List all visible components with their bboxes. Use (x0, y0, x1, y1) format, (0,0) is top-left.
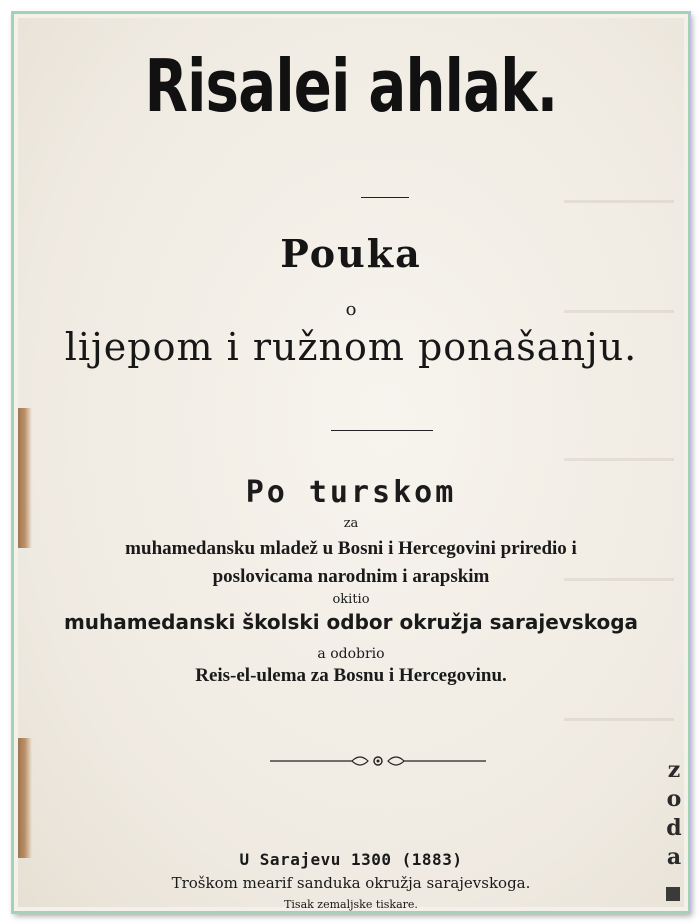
ornament-divider (268, 751, 488, 771)
bleed-through-line (564, 718, 674, 721)
edge-letter: o (666, 786, 682, 812)
place-date: U Sarajevu 1300 (1883) (239, 850, 463, 869)
proverbs-line: poslovicama narodnim i arapskim (212, 566, 490, 587)
bleed-through-line (564, 200, 674, 203)
edge-letter: z (667, 757, 681, 783)
origin-line: Po turskom (245, 475, 457, 510)
approval-line: a odobrio (317, 646, 385, 662)
edge-letter: a (666, 844, 682, 870)
topic-line: lijepom i ružnom ponašanju. (64, 325, 638, 369)
page-frame (12, 12, 690, 913)
okitio-line: okitio (332, 592, 370, 607)
divider-rule (361, 197, 409, 198)
edge-mark (666, 887, 680, 901)
za-line: za (343, 516, 359, 531)
cost-line: Troškom mearif sanduka okružja sarajevskoga. (171, 874, 531, 892)
school-board-line: muhamedanski školski odbor okružja sarajevskoga (63, 610, 639, 634)
conjunction-o: o (345, 299, 357, 320)
bleed-through-line (564, 458, 674, 461)
printer-line: Tisak zemaljske tiskare. (284, 898, 418, 911)
subtitle: Pouka (280, 231, 422, 276)
book-title: Risalei ahlak. (144, 44, 558, 128)
paper-stain (18, 738, 32, 858)
divider-rule (331, 430, 433, 431)
title-page (18, 18, 684, 911)
audience-line: muhamedansku mladež u Bosni i Hercegovini priredio i (125, 538, 577, 559)
adjacent-page-letters (666, 756, 682, 872)
edge-letter: d (666, 815, 682, 841)
reis-line: Reis-el-ulema za Bosnu i Hercegovinu. (195, 665, 507, 686)
